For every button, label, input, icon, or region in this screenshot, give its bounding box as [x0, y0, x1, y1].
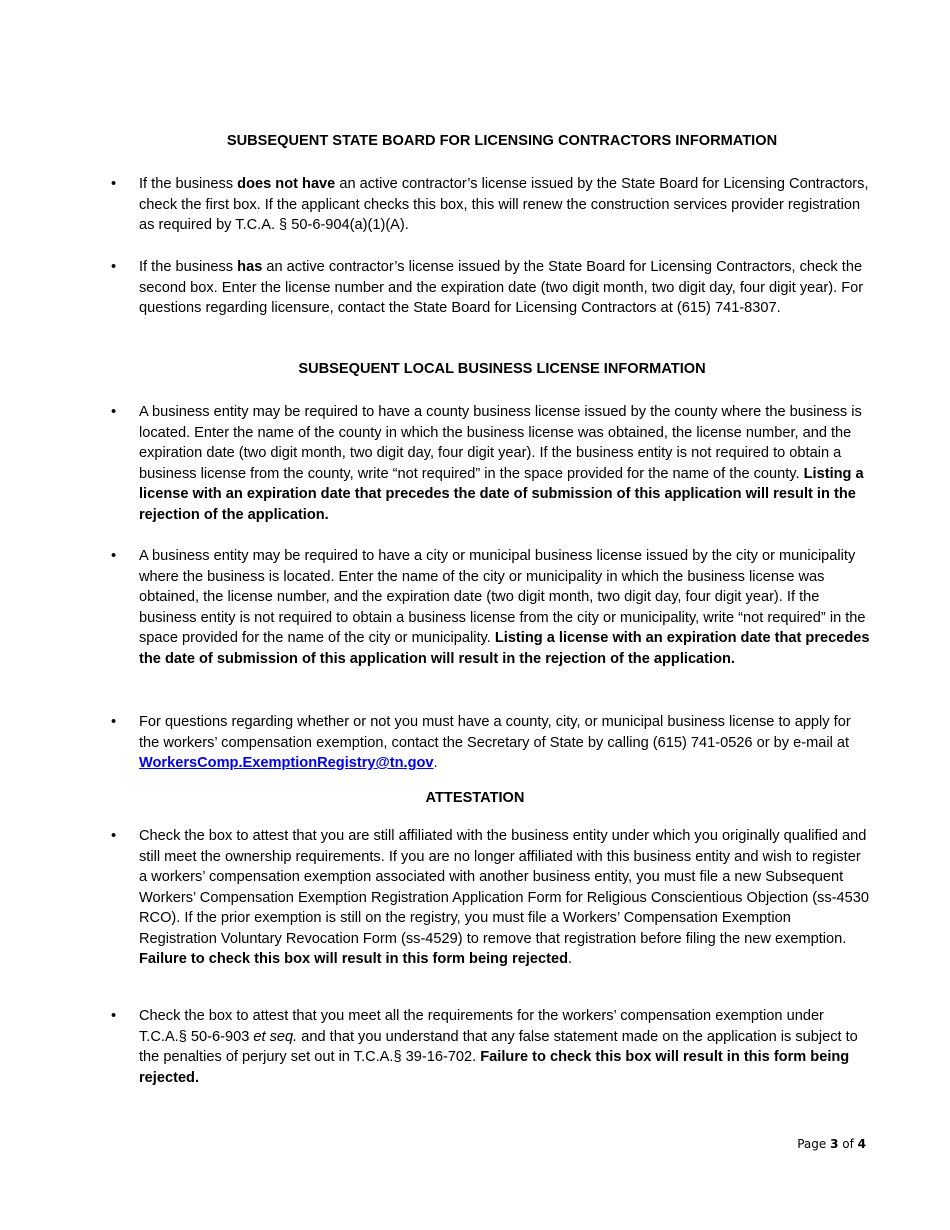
bullet-icon: •	[111, 404, 117, 420]
heading-local-business-license: SUBSEQUENT LOCAL BUSINESS LICENSE INFORMATION	[298, 361, 706, 377]
bullet-text: For questions regarding whether or not you must have a county, city, or municipal business license to apply for the workers’ compensation exemption, contact the Secretary of State by calling (615) 741-0526 or by e-mail at WorkersComp.ExemptionRegistry@tn.gov.	[139, 714, 851, 771]
bullet-text: If the business has an active contractor’s license issued by the State Board for Licensing Contractors, check the second box. Enter the license number and the expiration date (two digit month, two digit day, four digit year). For questions regarding licensure, contact the State Board for Licensing Contractors at (615) 741-8307.	[139, 259, 864, 316]
bullet-icon: •	[111, 259, 117, 275]
bullet-text: Check the box to attest that you meet all the requirements for the workers’ compensation exemption under T.C.A.§ 50-6-903 et seq. and that you understand that any false statement made on the application is subject to the penalties of perjury set out in T.C.A.§ 39-16-702. Failure to check this box will result in this form being rejected.	[139, 1008, 858, 1086]
bullet-icon: •	[111, 1008, 117, 1024]
bullet-text: If the business does not have an active contractor’s license issued by the State Board for Licensing Contractors, check the first box. If the applicant checks this box, this will renew the construction services provider registration as required by T.C.A. § 50-6-904(a)(1)(A).	[139, 176, 869, 233]
heading-attestation: ATTESTATION	[425, 790, 525, 806]
bullet-text: Check the box to attest that you are still affiliated with the business entity under which you originally qualified and still meet the ownership requirements. If you are no longer affiliated with this business entity and wish to register a workers’ compensation exemption associated with another business entity, you must file a new Subsequent Workers’ Compensation Exemption Registration Application Form for Religious Conscientious Objection (ss-4530 RCO). If the prior exemption is still on the registry, you must file a Workers’ Compensation Exemption Registration Voluntary Revocation Form (ss-4529) to remove that registration before filing the new exemption. Failure to check this box will result in this form being rejected.	[139, 828, 870, 967]
bullet-icon: •	[111, 176, 117, 192]
bullet-text: A business entity may be required to have a city or municipal business license issued by the city or municipality where the business is located. Enter the name of the city or municipality in which the business license was obtained, the license number, and the expiration date (two digit month, two digit day, four digit year). If the business entity is not required to obtain a business license from the city or municipality, write “not required” in the space provided for the name of the city or municipality. Listing a license with an expiration date that precedes the date of submission of this application will result in the rejection of the application.	[139, 548, 870, 667]
bullet-icon: •	[111, 548, 117, 564]
heading-contractors-board: SUBSEQUENT STATE BOARD FOR LICENSING CONTRACTORS INFORMATION	[226, 133, 778, 149]
page-number: Page 3 of 4	[797, 1137, 866, 1151]
bullet-icon: •	[111, 714, 117, 730]
email-link[interactable]: WorkersComp.ExemptionRegistry@tn.gov	[139, 755, 434, 771]
bullet-icon: •	[111, 828, 117, 844]
bullet-text: A business entity may be required to have a county business license issued by the county where the business is located. Enter the name of the county in which the business license was obtained, the license number, and the expiration date (two digit month, two digit day, four digit year). If the business entity is not required to obtain a business license from the county, write “not required” in the space provided for the name of the county. Listing a license with an expiration date that precedes the date of submission of this application will result in the rejection of the application.	[139, 404, 864, 523]
